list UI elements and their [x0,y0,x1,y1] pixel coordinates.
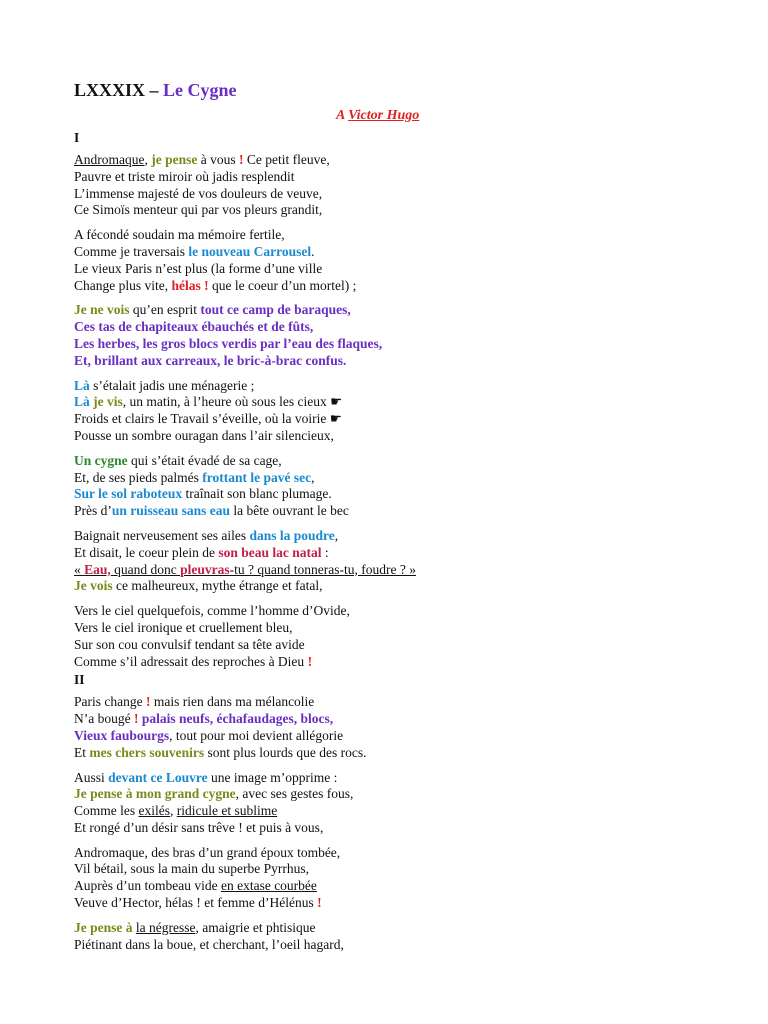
stanza-7 [74,603,714,670]
verse-line: Andromaque, je pense à vous ! Ce petit fleuve, [74,152,330,167]
title-dash: – [145,80,164,100]
stanza-6 [74,528,714,595]
verse-line: Ce Simoïs menteur qui par vos pleurs grandit, [74,202,323,218]
stanza-1 [74,152,714,219]
stanza-9 [74,770,714,837]
verse-line: Froids et clairs le Travail s’éveille, où la voirie ☛ [74,411,342,427]
verse-line: Aussi devant ce Louvre une image m’opprime : [74,769,338,785]
stanza-2 [74,227,714,294]
verse-line: Près d’un ruisseau sans eau la bête ouvrant le bec [74,503,349,519]
verse-line: Sur son cou convulsif tendant sa tête avide [74,636,305,652]
verse-line: Et mes chers souvenirs sont plus lourds que des rocs. [74,744,367,760]
verse-line: Je vois ce malheureux, mythe étrange et fatal, [74,578,323,594]
stanza-11 [74,920,714,954]
stanza-8 [74,694,714,761]
verse-line: Je pense à la négresse, amaigrie et phtisique [74,919,316,935]
dedication [336,108,714,124]
verse-line: Vers le ciel ironique et cruellement bleu, [74,619,293,635]
stanza-10 [74,845,714,912]
section-heading-1: I [74,130,80,145]
verse-line: L’immense majesté de vos douleurs de veuve, [74,185,323,201]
dedication-name: Victor Hugo [348,108,420,123]
verse-line: Comme s’il adressait des reproches à Dieu ! [74,653,313,669]
verse-line: Un cygne qui s’était évadé de sa cage, [74,452,282,468]
verse-line: Et rongé d’un désir sans trêve ! et puis à vous, [74,819,324,835]
verse-line: Paris change ! mais rien dans ma mélancolie [74,694,315,710]
verse-line: Vil bétail, sous la main du superbe Pyrrhus, [74,861,310,877]
verse-line: « Eau, quand donc pleuvras-tu ? quand tonneras-tu, foudre ? » [74,561,416,577]
verse-line: Là je vis, un matin, à l’heure où sous les cieux ☛ [74,394,343,410]
stanza-5 [74,453,714,520]
document-page [74,80,714,961]
verse-line: Auprès d’un tombeau vide en extase courbée [74,878,317,894]
title-number: LXXXIX [74,80,146,100]
verse-line: Change plus vite, hélas ! que le coeur d’un mortel) ; [74,277,357,293]
verse-line: Là s’étalait jadis une ménagerie ; [74,377,255,393]
verse-line: Andromaque, des bras d’un grand époux tombée, [74,844,341,860]
verse-line: Pousse un sombre ouragan dans l’air silencieux, [74,427,334,443]
dedication-prefix: A [336,108,349,123]
verse-line: N’a bougé ! palais neufs, échafaudages, blocs, [74,711,334,727]
verse-line: Piétinant dans la boue, et cherchant, l’oeil hagard, [74,936,344,952]
pointing-hand-icon: ☛ [329,411,342,427]
verse-line: Je pense à mon grand cygne, avec ses gestes fous, [74,786,354,802]
stanza-3 [74,302,714,369]
verse-line: Je ne vois qu’en esprit tout ce camp de baraques, [74,302,351,318]
stanza-4 [74,378,714,445]
verse-line: Ces tas de chapiteaux ébauchés et de fûts, [74,319,314,335]
verse-line: A fécondé soudain ma mémoire fertile, [74,227,285,243]
verse-line: Comme je traversais le nouveau Carrousel. [74,243,315,259]
verse-line: Sur le sol raboteux traînait son blanc plumage. [74,486,332,502]
verse-line: Comme les exilés, ridicule et sublime [74,803,278,819]
title-name: Le Cygne [163,80,237,100]
poem-title [74,80,714,101]
verse-line: Vers le ciel quelquefois, comme l’homme d’Ovide, [74,603,350,619]
verse-line: Pauvre et triste miroir où jadis resplendit [74,168,295,184]
section-heading-2: II [74,672,85,688]
pointing-hand-icon: ☛ [330,394,343,410]
verse-line: Vieux faubourgs, tout pour moi devient allégorie [74,727,344,743]
verse-line: Baignait nerveusement ses ailes dans la poudre, [74,527,339,543]
verse-line: Les herbes, les gros blocs verdis par l’eau des flaques, [74,335,383,351]
verse-line: Et disait, le coeur plein de son beau lac natal : [74,544,329,560]
verse-line: Et, de ses pieds palmés frottant le pavé sec, [74,469,315,485]
verse-line: Veuve d’Hector, hélas ! et femme d’Hélénus ! [74,895,322,911]
verse-line: Et, brillant aux carreaux, le bric-à-brac confus. [74,352,347,368]
verse-line: Le vieux Paris n’est plus (la forme d’une ville [74,260,323,276]
